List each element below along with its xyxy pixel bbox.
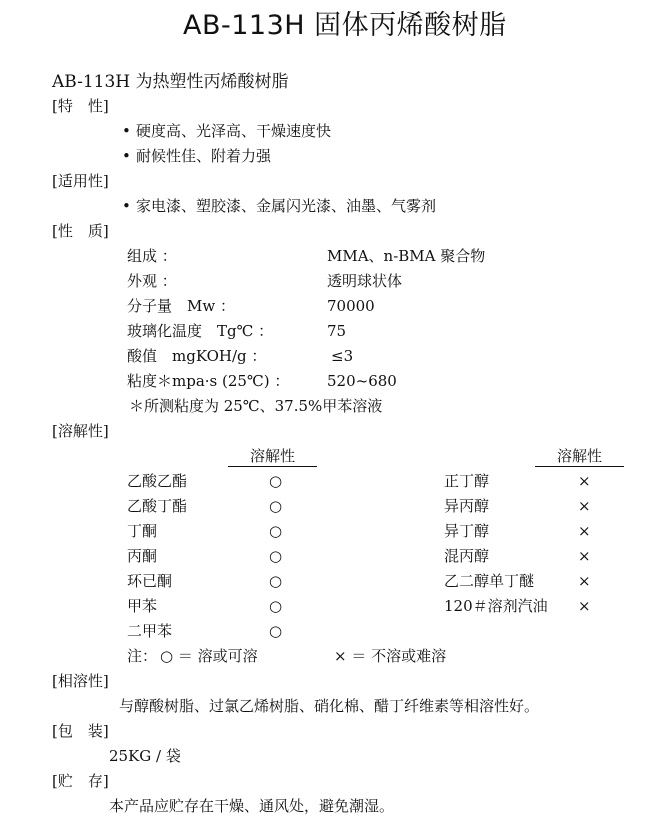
solvent-name: 异丙醇 [444,497,490,515]
bullet-icon: • [122,122,131,140]
solvent-name: 异丁醇 [444,522,490,540]
property-name: 组成 ： [127,247,177,265]
solubility-header-text: 溶解性 [228,447,317,467]
insoluble-mark: × [578,472,591,490]
section-label-packaging: [包 装] [52,722,109,740]
soluble-mark: ○ [269,522,283,540]
solvent-name: 120＃溶剂汽油 [444,597,548,615]
solvent-name: 乙酸丁酯 [127,497,188,515]
list-item [122,149,271,164]
storage-text: 本产品应贮存在干燥、通风处，避免潮湿。 [109,797,395,815]
list-item [122,124,331,139]
soluble-mark: ○ [269,547,283,565]
soluble-mark: ○ [269,597,283,615]
compatibility-text: 与醇酸树脂、过氯乙烯树脂、硝化棉、醋丁纤维素等相溶性好。 [119,697,540,715]
insoluble-mark: × [578,497,591,515]
insoluble-mark: × [578,522,591,540]
property-value: ≤3 [331,347,354,365]
solvent-name: 乙酸乙酯 [127,472,188,490]
viscosity-note: ＊所测粘度为 25℃、37.5%甲苯溶液 [129,397,383,415]
property-name: 酸值 mgKOH/g ： [127,347,267,365]
solvent-name: 甲苯 [127,597,158,615]
property-name: 玻璃化温度 Tg℃ ： [127,322,274,340]
insoluble-mark: × [578,547,591,565]
section-label-compatibility: [相溶性] [52,672,109,690]
bullet-icon: • [122,197,131,215]
property-value: 透明球状体 [327,272,403,290]
application-text: 家电漆、塑胶漆、金属闪光漆、油墨、气雾剂 [136,197,437,215]
soluble-mark: ○ [269,497,283,515]
legend-prefix: 注： [127,647,158,665]
soluble-mark: ○ [269,572,283,590]
solvent-name: 正丁醇 [444,472,490,490]
solvent-name: 二甲苯 [127,622,173,640]
page-title: AB-113H 固体丙烯酸树脂 [183,10,507,41]
soluble-mark: ○ [269,472,283,490]
feature-text: 硬度高、光泽高、干燥速度快 [136,122,332,140]
solvent-name: 乙二醇单丁醚 [444,572,535,590]
property-value: 75 [327,322,347,340]
solvent-name: 丙酮 [127,547,158,565]
property-name: 分子量 Mw ： [127,297,235,315]
solvent-name: 环已酮 [127,572,173,590]
insoluble-mark: × [578,572,591,590]
section-label-storage: [贮 存] [52,772,109,790]
solvent-name: 丁酮 [127,522,158,540]
solubility-header-left [228,449,317,464]
bullet-icon: • [122,147,131,165]
list-item [122,199,436,214]
property-name: 外观 ： [127,272,177,290]
solvent-name: 混丙醇 [444,547,490,565]
property-value: 520~680 [327,372,397,390]
soluble-mark: ○ [269,622,283,640]
section-label-properties: [性 质] [52,222,109,240]
insoluble-mark: × [578,597,591,615]
legend-insoluble: × ＝ 不溶或难溶 [334,647,447,665]
solubility-header-right [535,449,624,464]
property-name: 粘度＊mpa·s (25℃) ： [127,372,290,390]
section-label-applications: [适用性] [52,172,109,190]
property-value: 70000 [327,297,375,315]
feature-text: 耐候性佳、附着力强 [136,147,272,165]
section-label-features: [特 性] [52,97,109,115]
property-value: MMA、n-BMA 聚合物 [327,247,486,265]
solubility-header-text: 溶解性 [535,447,624,467]
packaging-text: 25KG / 袋 [109,747,181,765]
product-subtitle: AB-113H 为热塑性丙烯酸树脂 [52,72,289,92]
section-label-solubility: [溶解性] [52,422,109,440]
legend-soluble: ○ ＝ 溶或可溶 [160,647,258,665]
